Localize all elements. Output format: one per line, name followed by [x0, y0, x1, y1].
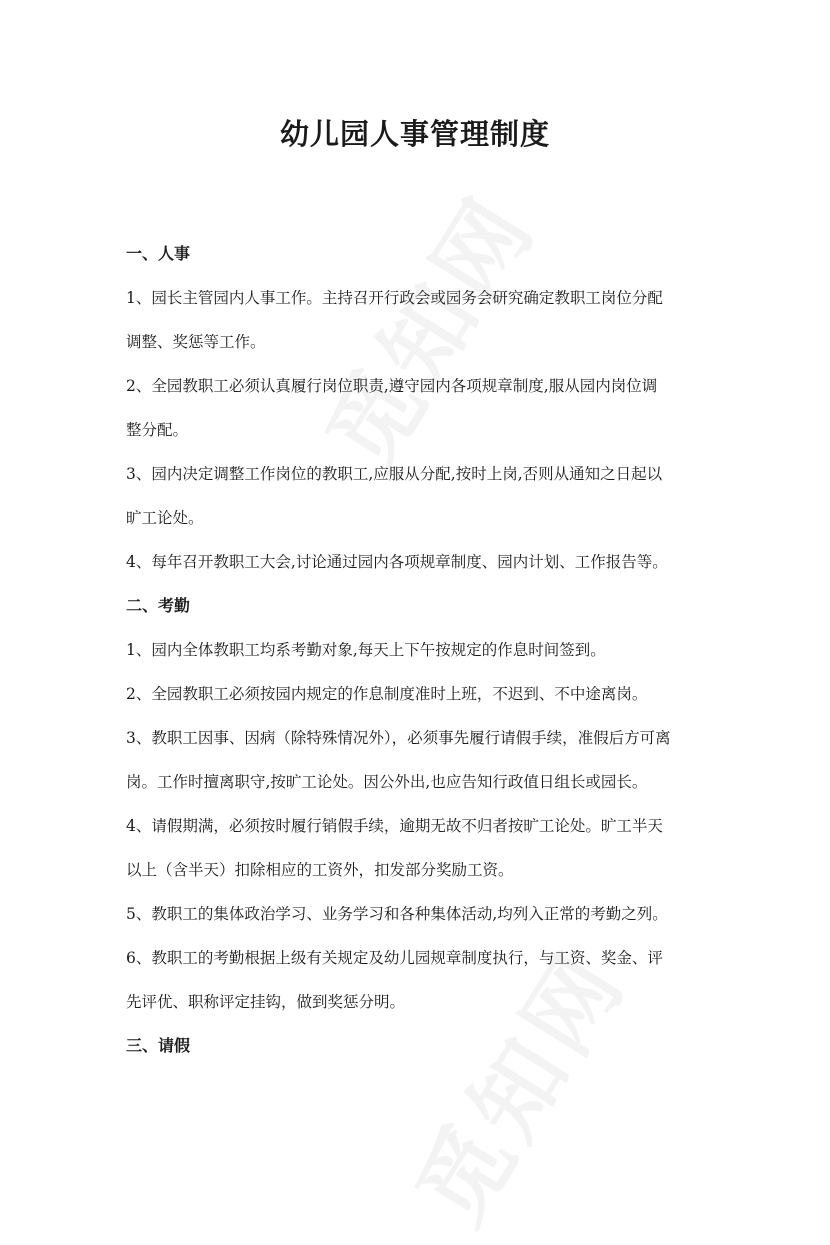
paragraph	[126, 452, 716, 540]
paragraph-line: 2、全园教职工必须认真履行岗位职责,遵守园内各项规章制度,服从园内岗位调	[126, 377, 658, 395]
paragraph-line: 2、全园教职工必须按园内规定的作息制度准时上班，不迟到、不中途离岗。	[126, 685, 648, 703]
paragraph	[126, 540, 716, 584]
document-body	[126, 232, 716, 1068]
paragraph	[126, 716, 716, 804]
paragraph-line: 整分配。	[126, 421, 189, 439]
paragraph	[126, 804, 716, 892]
paragraph	[126, 276, 716, 364]
paragraph-line: 岗。工作时擅离职守,按旷工论处。因公外出,也应告知行政值日组长或园长。	[126, 773, 648, 791]
section-heading: 一、人事	[126, 244, 191, 263]
paragraph-line: 6、教职工的考勤根据上级有关规定及幼儿园规章制度执行，与工资、奖金、评	[126, 949, 663, 967]
paragraph-line: 3、园内决定调整工作岗位的教职工,应服从分配,按时上岗,否则从通知之日起以	[126, 465, 663, 483]
paragraph	[126, 936, 716, 1024]
paragraph	[126, 892, 716, 936]
paragraph-line: 1、园长主管园内人事工作。主持召开行政会或园务会研究确定教职工岗位分配	[126, 289, 663, 307]
paragraph-line: 调整、奖惩等工作。	[126, 333, 266, 351]
paragraph-line: 4、每年召开教职工大会,讨论通过园内各项规章制度、园内计划、工作报告等。	[126, 553, 668, 571]
paragraph	[126, 628, 716, 672]
paragraph-line: 5、教职工的集体政治学习、业务学习和各种集体活动,均列入正常的考勤之列。	[126, 905, 668, 923]
paragraph-line: 以上（含半天）扣除相应的工资外，扣发部分奖励工资。	[126, 861, 514, 879]
paragraph-line: 旷工论处。	[126, 509, 204, 527]
paragraph	[126, 364, 716, 452]
section-heading: 二、考勤	[126, 596, 191, 615]
paragraph	[126, 672, 716, 716]
section-heading: 三、请假	[126, 1036, 191, 1055]
document-title: 幼儿园人事管理制度	[279, 117, 550, 151]
paragraph-line: 3、教职工因事、因病（除特殊情况外），必须事先履行请假手续，准假后方可离	[126, 729, 671, 747]
paragraph-line: 先评优、职称评定挂钩，做到奖惩分明。	[126, 993, 406, 1011]
paragraph-line: 4、请假期满，必须按时履行销假手续，逾期无故不归者按旷工论处。旷工半天	[126, 817, 663, 835]
paragraph-line: 1、园内全体教职工均系考勤对象,每天上下午按规定的作息时间签到。	[126, 641, 606, 659]
